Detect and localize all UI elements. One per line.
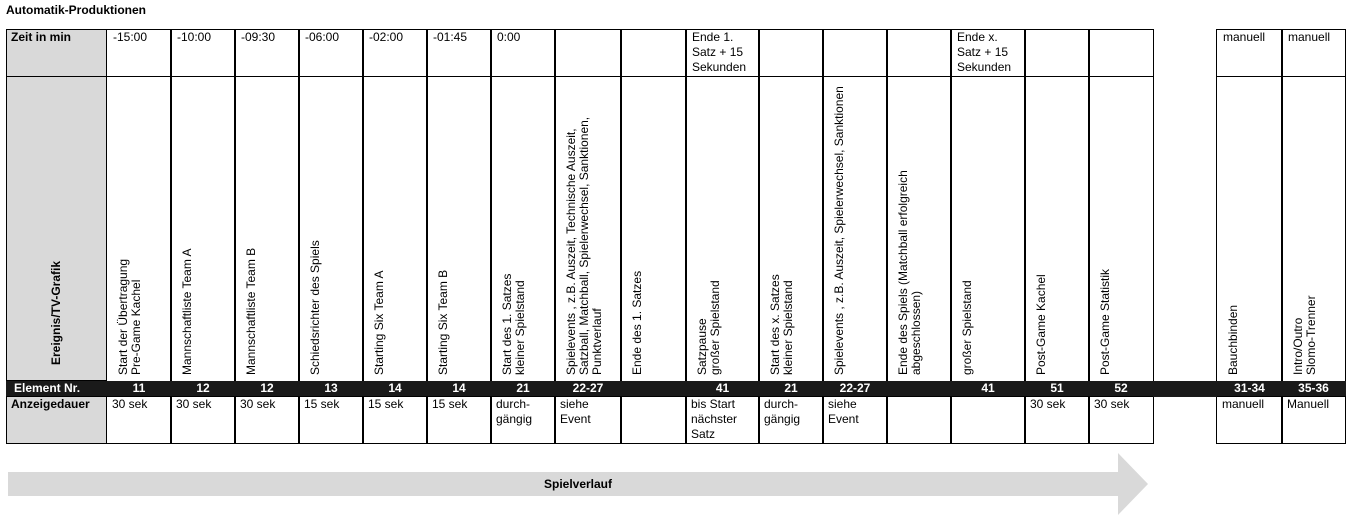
element-number-cell bbox=[106, 381, 172, 397]
row-header-element bbox=[6, 381, 107, 397]
element-number-cell bbox=[1024, 381, 1090, 397]
element-number: 14 bbox=[452, 381, 466, 395]
timeline-arrow-label: Spielverlauf bbox=[543, 477, 613, 491]
element-number: 52 bbox=[1114, 381, 1128, 395]
duration-cell bbox=[1281, 396, 1346, 444]
duration-value: 15 sek bbox=[304, 397, 340, 411]
event-cell bbox=[234, 76, 300, 382]
element-number: 12 bbox=[260, 381, 274, 395]
duration-cell bbox=[106, 396, 172, 444]
time-cell bbox=[234, 29, 300, 77]
element-number-cell bbox=[822, 381, 888, 397]
row-header-element-label: Element Nr. bbox=[14, 381, 81, 395]
element-number: 22-27 bbox=[839, 381, 871, 395]
duration-cell bbox=[950, 396, 1026, 444]
element-number-cell bbox=[886, 381, 952, 397]
time-value: Ende 1. Satz + 15 Sekunden bbox=[692, 30, 747, 74]
event-cell bbox=[362, 76, 428, 382]
duration-value: 15 sek bbox=[368, 397, 404, 411]
event-cell bbox=[1281, 76, 1346, 382]
time-cell bbox=[554, 29, 622, 77]
duration-value: 15 sek bbox=[432, 397, 468, 411]
time-value: manuell bbox=[1223, 30, 1266, 44]
element-number-cell bbox=[490, 381, 556, 397]
duration-cell bbox=[490, 396, 556, 444]
event-label: Mannschaftliste Team B bbox=[244, 247, 258, 375]
element-number-cell bbox=[1088, 381, 1154, 397]
row-header-time bbox=[6, 29, 107, 77]
event-label: Satzpause großer Spielstand bbox=[695, 280, 722, 375]
element-number: 12 bbox=[196, 381, 210, 395]
time-value: -09:30 bbox=[241, 30, 276, 44]
duration-cell bbox=[758, 396, 824, 444]
element-number-cell bbox=[620, 381, 687, 397]
event-label: Intro/Outro Slomo-Trenner bbox=[1291, 295, 1318, 375]
time-cell bbox=[620, 29, 687, 77]
row-header-event bbox=[6, 76, 107, 381]
duration-cell bbox=[822, 396, 888, 444]
event-cell bbox=[106, 76, 172, 382]
event-cell bbox=[822, 76, 888, 382]
event-cell bbox=[426, 76, 492, 382]
time-cell bbox=[106, 29, 172, 77]
event-label: Ende des Spiels (Matchball erfolgreich abgeschlossen) bbox=[896, 170, 923, 375]
time-value: -06:00 bbox=[305, 30, 340, 44]
element-number: 14 bbox=[388, 381, 402, 395]
event-label: Start der Übertragung Pre-Game Kachel bbox=[116, 258, 143, 375]
event-label: Post-Game Statistik bbox=[1098, 268, 1112, 375]
event-cell bbox=[620, 76, 687, 382]
element-number: 31-34 bbox=[1234, 381, 1265, 395]
duration-value: siehe Event bbox=[828, 397, 859, 426]
event-label: großer Spielstand bbox=[960, 280, 974, 375]
duration-cell bbox=[362, 396, 428, 444]
element-number-cell bbox=[298, 381, 364, 397]
time-cell bbox=[1024, 29, 1090, 77]
event-label: Mannschaftliste Team A bbox=[180, 248, 194, 375]
event-cell bbox=[685, 76, 760, 382]
time-value: -02:00 bbox=[369, 30, 404, 44]
duration-value: 30 sek bbox=[1030, 397, 1066, 411]
element-number: 35-36 bbox=[1298, 381, 1329, 395]
time-cell bbox=[1088, 29, 1154, 77]
event-cell bbox=[298, 76, 364, 382]
element-number-cell bbox=[758, 381, 824, 397]
time-cell bbox=[170, 29, 236, 77]
time-cell bbox=[950, 29, 1026, 77]
time-cell bbox=[886, 29, 952, 77]
event-cell bbox=[950, 76, 1026, 382]
duration-value: siehe Event bbox=[560, 397, 591, 426]
event-cell bbox=[1088, 76, 1154, 382]
duration-cell bbox=[426, 396, 492, 444]
duration-cell bbox=[1088, 396, 1154, 444]
row-header-event-label: Ereignis/TV-Grafik bbox=[49, 260, 63, 365]
event-label: Starting Six Team B bbox=[436, 269, 450, 375]
time-value: 0:00 bbox=[497, 30, 521, 44]
element-number: 21 bbox=[516, 381, 530, 395]
event-label: Bauchbinden bbox=[1226, 304, 1240, 375]
time-value: manuell bbox=[1288, 30, 1331, 44]
element-number-cell bbox=[685, 381, 760, 397]
duration-value: 30 sek bbox=[176, 397, 212, 411]
element-number-cell bbox=[1216, 381, 1283, 397]
row-header-duration bbox=[6, 396, 107, 444]
event-label: Spielevents , z.B. Auszeit, Technische Auszeit, Satzball, Matchball, Spielerwechsel, Sanktionen, Punktverlauf bbox=[564, 116, 604, 375]
element-number-cell bbox=[1281, 381, 1346, 397]
duration-value: manuell bbox=[1222, 397, 1265, 411]
duration-value: 30 sek bbox=[112, 397, 148, 411]
time-value: -15:00 bbox=[113, 30, 148, 44]
duration-value: 30 sek bbox=[240, 397, 276, 411]
duration-value: bis Start nächster Satz bbox=[691, 397, 738, 441]
duration-cell bbox=[170, 396, 236, 444]
duration-cell bbox=[886, 396, 952, 444]
time-cell bbox=[490, 29, 556, 77]
event-label: Starting Six Team A bbox=[372, 270, 386, 375]
page-title: Automatik-Produktionen bbox=[6, 3, 146, 17]
event-label: Start des x. Satzes kleiner Spielstand bbox=[768, 274, 795, 375]
event-cell bbox=[490, 76, 556, 382]
element-number: 11 bbox=[132, 381, 146, 395]
duration-value: 30 sek bbox=[1094, 397, 1130, 411]
element-number: 51 bbox=[1050, 381, 1064, 395]
element-number-cell bbox=[362, 381, 428, 397]
time-value: Ende x. Satz + 15 Sekunden bbox=[957, 30, 1012, 74]
duration-cell bbox=[1216, 396, 1283, 444]
event-cell bbox=[1216, 76, 1283, 382]
event-cell bbox=[886, 76, 952, 382]
duration-cell bbox=[620, 396, 687, 444]
time-cell bbox=[758, 29, 824, 77]
duration-value: durch- gängig bbox=[496, 397, 533, 426]
element-number-cell bbox=[426, 381, 492, 397]
event-label: Ende des 1. Satzes bbox=[630, 270, 644, 375]
time-cell bbox=[426, 29, 492, 77]
element-number-cell bbox=[234, 381, 300, 397]
event-cell bbox=[1024, 76, 1090, 382]
time-value: -01:45 bbox=[433, 30, 468, 44]
time-cell bbox=[298, 29, 364, 77]
time-cell bbox=[362, 29, 428, 77]
element-number-cell bbox=[554, 381, 622, 397]
time-cell bbox=[1281, 29, 1346, 77]
element-number: 41 bbox=[981, 381, 995, 395]
duration-cell bbox=[685, 396, 760, 444]
timeline-arrow bbox=[8, 453, 1153, 515]
event-cell bbox=[554, 76, 622, 382]
event-label: Post-Game Kachel bbox=[1034, 274, 1048, 375]
duration-value: durch- gängig bbox=[764, 397, 801, 426]
row-header-time-label: Zeit in min bbox=[11, 30, 71, 44]
duration-cell bbox=[1024, 396, 1090, 444]
row-header-duration-label: Anzeigedauer bbox=[11, 397, 90, 411]
duration-cell bbox=[234, 396, 300, 444]
time-cell bbox=[1216, 29, 1283, 77]
element-number: 21 bbox=[784, 381, 798, 395]
time-cell bbox=[822, 29, 888, 77]
duration-value: Manuell bbox=[1287, 397, 1330, 411]
event-cell bbox=[758, 76, 824, 382]
element-row-gap bbox=[1153, 381, 1217, 397]
event-label: Spielevents , z.B. Auszeit, Spielerwechsel, Sanktionen bbox=[832, 86, 846, 375]
event-cell bbox=[170, 76, 236, 382]
event-label: Start des 1. Satzes kleiner Spielstand bbox=[500, 273, 527, 375]
duration-cell bbox=[298, 396, 364, 444]
time-value: -10:00 bbox=[177, 30, 212, 44]
element-number-cell bbox=[950, 381, 1026, 397]
event-label: Schiedsrichter des Spiels bbox=[308, 240, 322, 375]
element-number: 13 bbox=[324, 381, 338, 395]
duration-cell bbox=[554, 396, 622, 444]
element-number: 41 bbox=[715, 381, 730, 395]
element-number: 22-27 bbox=[572, 381, 604, 395]
time-cell bbox=[685, 29, 760, 77]
element-number-cell bbox=[170, 381, 236, 397]
